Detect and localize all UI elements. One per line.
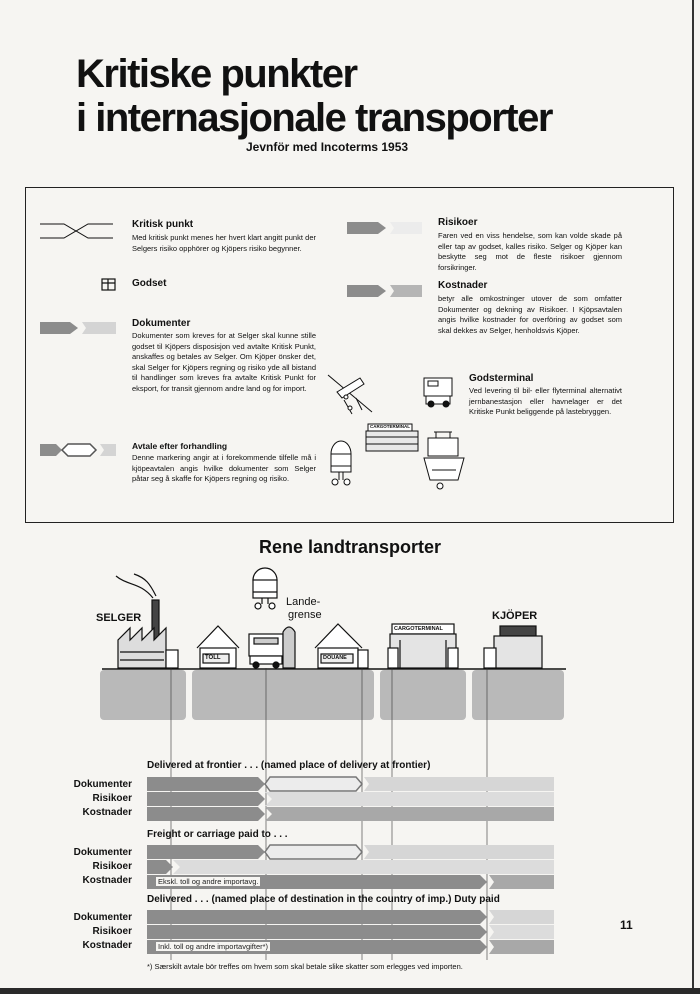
legend-godset-title: Godset bbox=[132, 278, 167, 289]
case3-label-dokumenter: Dokumenter bbox=[73, 912, 132, 923]
case3-dokumenter-seller bbox=[147, 910, 487, 924]
customs-house-toll bbox=[197, 626, 239, 668]
case3-risikoer-seller bbox=[147, 925, 487, 939]
case3-kostnader-buyer bbox=[489, 940, 554, 954]
customs-house-douane bbox=[315, 624, 368, 668]
case1-kostnader-buyer bbox=[265, 807, 554, 821]
case2-dokumenter-seller bbox=[147, 845, 265, 859]
title-line-1: Kritiske punkter bbox=[76, 52, 357, 96]
legend-kritisk-text: Med kritisk punkt menes her hvert klart angitt punkt der Selgers risiko opphörer og Kjöpers risiko begynner. bbox=[132, 233, 316, 253]
border-post bbox=[283, 627, 295, 668]
case1-label-risikoer: Risikoer bbox=[92, 793, 132, 804]
title-line-2: i internasjonale transporter bbox=[76, 96, 552, 140]
case2-risikoer-seller bbox=[147, 860, 173, 874]
douane-sign: DOUANE bbox=[323, 655, 347, 661]
page-subtitle: Jevnför med Incoterms 1953 bbox=[246, 140, 409, 154]
cargoterminal-sign: CARGOTERMINAL bbox=[394, 626, 443, 632]
case1-risikoer-buyer bbox=[265, 792, 554, 806]
case2-risikoer-buyer bbox=[173, 860, 554, 874]
legend-dokumenter-text: Dokumenter som kreves for at Selger skal kunne stille godset til Kjöpers disposisjon ved avtalte Kritisk Punkt, anskaffes og betales av Selger. Om Kjöper önsker det, skal Selger for Kjöpers regning og risiko yde all bistand til handlinger som kreves fra avtalte Kritisk Punkt for eksport, for transit gjennom andre land og for import. bbox=[132, 331, 316, 393]
case3-risikoer-buyer bbox=[489, 925, 554, 939]
legend-kritisk-title: Kritisk punkt bbox=[132, 219, 194, 230]
case2-label-dokumenter: Dokumenter bbox=[73, 847, 132, 858]
legend-avtale-title: Avtale efter forhandling bbox=[132, 441, 228, 451]
case2-dokumenter-buyer bbox=[364, 845, 554, 859]
legend-avtale-text: Denne markering angir at i forekommende tilfelle må i kjöpeavtalen angis hvilke dokumenter som Selger påtar seg å skaffe for Kjöpers regning og risiko. bbox=[132, 453, 316, 483]
case2-label-risikoer: Risikoer bbox=[92, 861, 132, 872]
case3-label-kostnader: Kostnader bbox=[82, 940, 132, 951]
case2-kostnader-note: Ekskl. toll og andre importavg. bbox=[158, 877, 259, 886]
legend-kostnader-title: Kostnader bbox=[438, 280, 488, 291]
case3-label-risikoer: Risikoer bbox=[92, 926, 132, 937]
page-title bbox=[76, 52, 552, 140]
buyer-building bbox=[484, 626, 542, 668]
case3-kostnader-note: Inkl. toll og andre importavgifter*) bbox=[158, 942, 269, 951]
border-label bbox=[286, 596, 322, 622]
legend-risikoer-text: Faren ved en viss hendelse, som kan volde skade på eller tap av godset, kalles risiko. Selger og Kjöper kan beskytte seg mot de fleste risikoer gjennom forsikringer. bbox=[438, 231, 622, 272]
case1-dokumenter-seller bbox=[147, 777, 265, 791]
case1-dokumenter-negotiated bbox=[265, 777, 362, 791]
case1-title: Delivered at frontier . . . (named place of delivery at frontier) bbox=[147, 760, 431, 771]
case2-title: Freight or carriage paid to . . . bbox=[147, 829, 288, 840]
footnote: *) Særskilt avtale bör treffes om hvem som skal betale slike skatter som erlegges ved importen. bbox=[147, 962, 463, 971]
page-number: 11 bbox=[620, 918, 633, 932]
legend-dokumenter-title: Dokumenter bbox=[132, 318, 191, 329]
ground-segments bbox=[100, 670, 564, 720]
border-label-line1: Lande- bbox=[286, 596, 321, 608]
case2-label-kostnader: Kostnader bbox=[82, 875, 132, 886]
case1-label-dokumenter: Dokumenter bbox=[73, 779, 132, 790]
case2-kostnader-buyer bbox=[489, 875, 554, 889]
case3-dokumenter-buyer bbox=[489, 910, 554, 924]
section-title: Rene landtransporter bbox=[258, 537, 442, 557]
legend-godsterminal-text: Ved levering til bil- eller flyterminal alternativt jernbanestasjon eller havnelager er det Kritiske Punkt beliggende på lastebryggen. bbox=[469, 386, 622, 416]
case1-label-kostnader: Kostnader bbox=[82, 807, 132, 818]
case1-dokumenter-buyer bbox=[364, 777, 554, 791]
case1-kostnader-seller bbox=[147, 807, 265, 821]
case1-risikoer-seller bbox=[147, 792, 265, 806]
toll-sign: TOLL bbox=[205, 655, 221, 661]
legend-kostnader-text: betyr alle omkostninger utover de som omfatter Dokumenter og dekning av Risikoer. I Kjöpsavtalen angis hvilke kostnader for overföring av godset som skal dekkes av Selger, henholdsvis Kjöper. bbox=[438, 294, 622, 335]
legend-cargoterminal-sign: CARGOTERMINAL bbox=[370, 424, 410, 429]
border-truck bbox=[249, 634, 283, 668]
legend-risikoer-title: Risikoer bbox=[438, 217, 478, 228]
legend-godsterminal-title: Godsterminal bbox=[469, 373, 534, 384]
case1-bars bbox=[147, 777, 554, 821]
seller-label: SELGER bbox=[96, 612, 142, 624]
border-label-line2: grense bbox=[288, 609, 322, 621]
case2-dokumenter-negotiated bbox=[265, 845, 362, 859]
case3-title: Delivered . . . (named place of destination in the country of imp.) Duty paid bbox=[147, 894, 500, 905]
rail-car-icon bbox=[253, 568, 277, 609]
buyer-label: KJÖPER bbox=[492, 610, 538, 622]
